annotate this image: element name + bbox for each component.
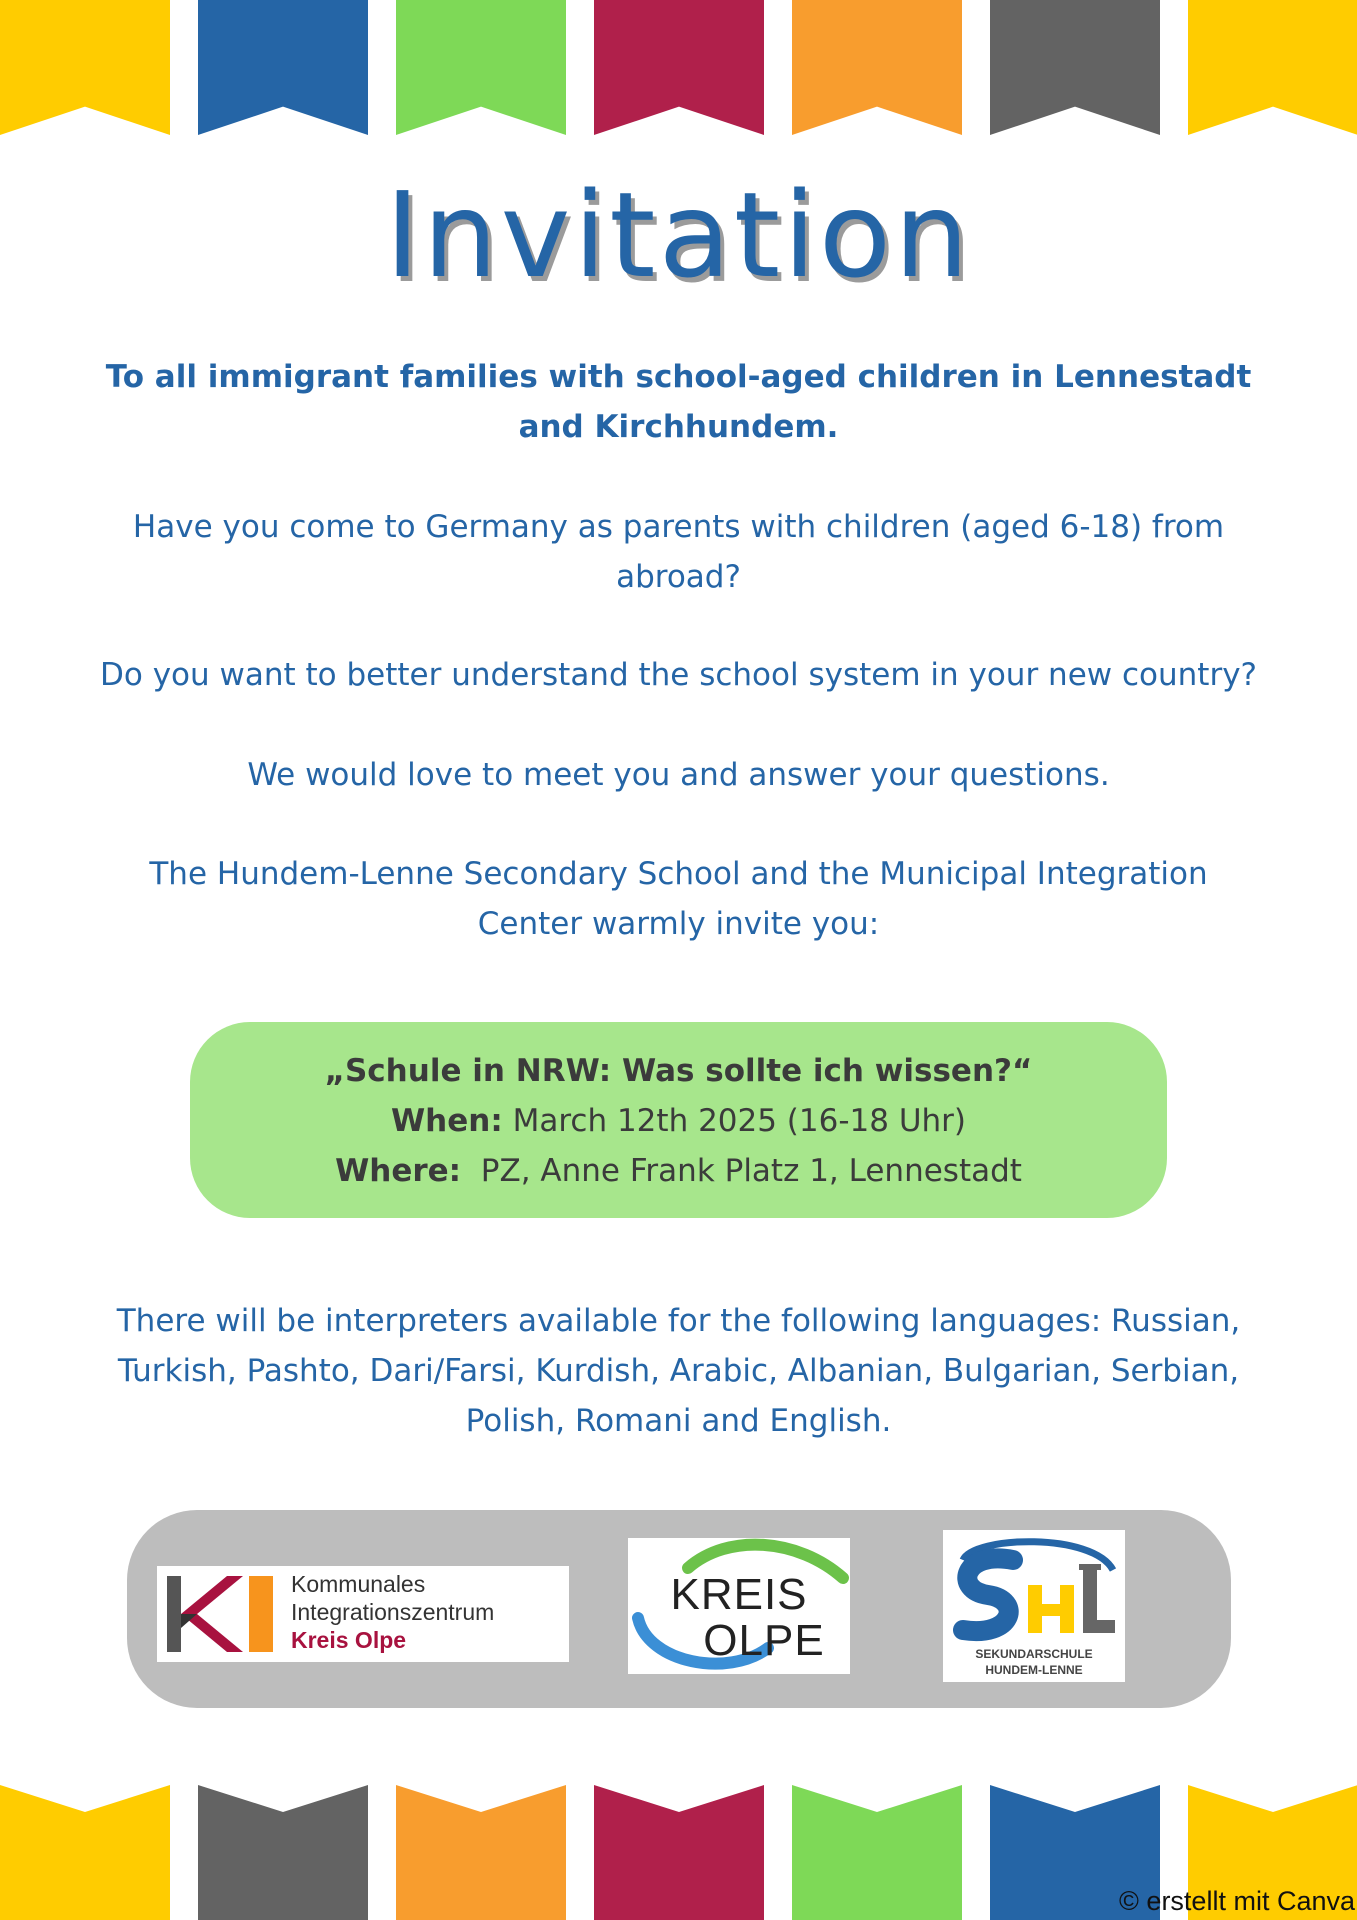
page-title: Invitation bbox=[385, 166, 972, 304]
event-when-label: When: bbox=[390, 1103, 503, 1139]
shl-line1: SEKUNDARSCHULE bbox=[975, 1647, 1093, 1661]
shl-line2: HUNDEM-LENNE bbox=[985, 1663, 1083, 1677]
kreis-line1: KREIS bbox=[670, 1570, 808, 1619]
integrationszentrum-logo bbox=[157, 1566, 569, 1662]
bunting-flag-yellow bbox=[0, 1785, 170, 1920]
ki-line2: Integrationszentrum bbox=[291, 1599, 495, 1625]
kreis-olpe-logo bbox=[628, 1538, 850, 1674]
paragraph-meet: We would love to meet you and answer your questions. bbox=[247, 757, 1110, 793]
kreis-line2: OLPE bbox=[703, 1616, 825, 1665]
event-details-box bbox=[190, 1022, 1167, 1218]
paragraph-arrival: Have you come to Germany as parents with children (aged 6-18) from abroad? bbox=[132, 509, 1225, 595]
paragraph-invite: The Hundem-Lenne Secondary School and the Municipal Integration Center warmly invite you: bbox=[149, 856, 1208, 942]
bunting-flag-orange bbox=[792, 0, 962, 135]
bunting-flag-crimson bbox=[594, 0, 764, 135]
bunting-flag-yellow bbox=[0, 0, 170, 135]
event-when-value: March 12th 2025 (16-18 Uhr) bbox=[512, 1103, 967, 1139]
bunting-flag-gray bbox=[990, 0, 1160, 135]
event-title: „Schule in NRW: Was sollte ich wissen?“ bbox=[324, 1053, 1033, 1089]
bunting-flag-green bbox=[792, 1785, 962, 1920]
bunting-flag-gray bbox=[198, 1785, 368, 1920]
ki-k-icon bbox=[167, 1576, 243, 1652]
bunting-flag-green bbox=[396, 0, 566, 135]
interpreters-text: There will be interpreters available for the following languages: Russian, Turkish, Pashto, Dari/Farsi, Kurdish, Arabic, Albanian, Bulgarian, Serbian, Polish, Romani and English. bbox=[116, 1303, 1241, 1439]
intro-heading: To all immigrant families with school-aged children in Lennestadt and Kirchhundem. bbox=[105, 359, 1252, 445]
ki-line1: Kommunales bbox=[291, 1571, 426, 1597]
top-bunting bbox=[0, 0, 1357, 135]
bunting-flag-crimson bbox=[594, 1785, 764, 1920]
shl-school-logo bbox=[943, 1530, 1125, 1682]
bunting-flag-yellow bbox=[1188, 0, 1357, 135]
shl-caption bbox=[943, 1646, 1125, 1678]
ki-i-bar bbox=[249, 1576, 273, 1652]
bunting-flag-orange bbox=[396, 1785, 566, 1920]
canva-credit: © erstellt mit Canva bbox=[1119, 1886, 1355, 1916]
ki-line3: Kreis Olpe bbox=[291, 1627, 407, 1653]
partner-logos bbox=[127, 1510, 1231, 1708]
event-where-value: PZ, Anne Frank Platz 1, Lennestadt bbox=[480, 1153, 1022, 1189]
event-where-label: Where: bbox=[335, 1153, 462, 1189]
shl-letters-icon bbox=[943, 1530, 1125, 1646]
bunting-flag-blue bbox=[198, 0, 368, 135]
event-where bbox=[190, 1146, 1167, 1196]
paragraph-school-system: Do you want to better understand the school system in your new country? bbox=[100, 657, 1257, 693]
event-when bbox=[190, 1096, 1167, 1146]
ki-logo-text bbox=[291, 1570, 494, 1654]
